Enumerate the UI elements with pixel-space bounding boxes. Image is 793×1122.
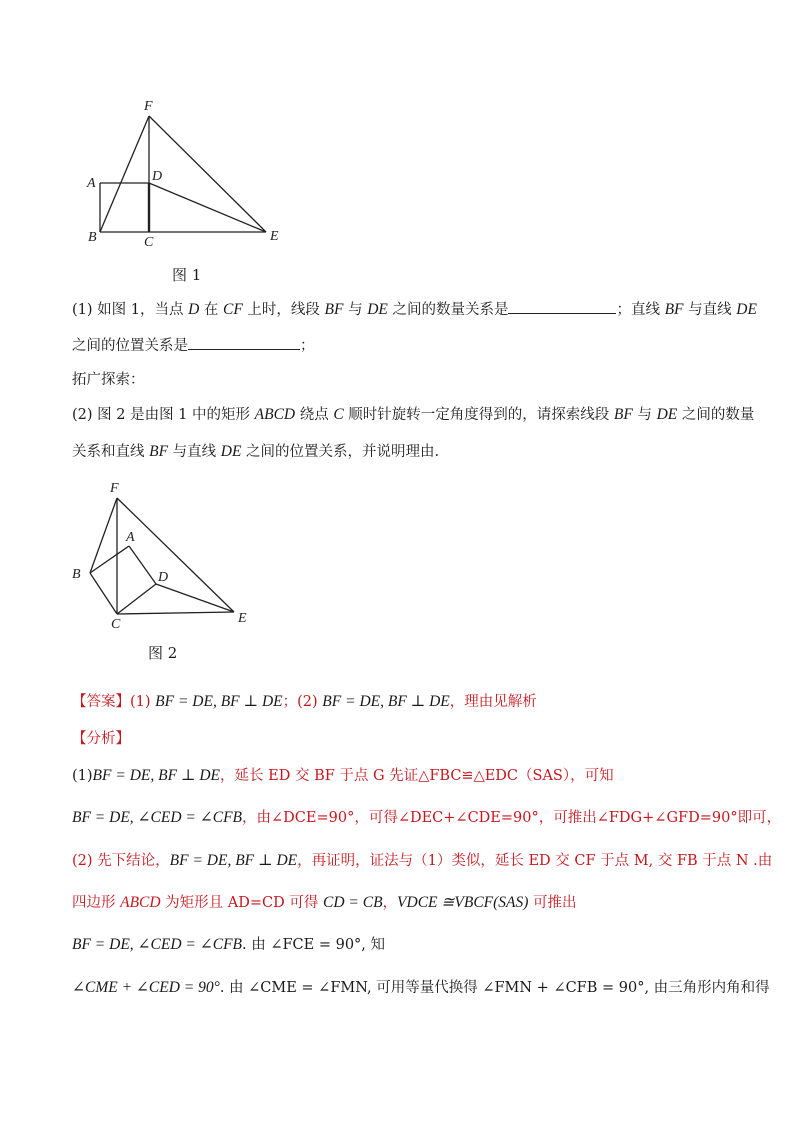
label-b: B <box>88 230 97 245</box>
label-a: A <box>126 530 135 545</box>
figure-1-diagram <box>80 90 300 250</box>
analysis-line-4: 四边形 ABCD 为矩形且 AD=CD 可得 CD = CB，VDCE ≅VBCF(SAS) 可推出 <box>72 894 577 911</box>
question-2-line-2: 关系和直线 BF 与直线 DE 之间的位置关系，并说明理由. <box>72 443 440 460</box>
answer-blank-2[interactable] <box>188 335 300 350</box>
figure-2-caption: 图 2 <box>148 644 178 662</box>
analysis-label: 【分析】 <box>72 731 130 747</box>
question-1-line-1: (1) 如图 1，当点 D 在 CF 上时，线段 BF 与 DE 之间的数量关系是 ；直线 BF 与直线 DE <box>72 301 757 318</box>
segment-dc <box>117 584 156 614</box>
segment-ad <box>129 546 156 584</box>
label-e: E <box>270 229 279 244</box>
label-e: E <box>238 611 247 626</box>
segment-de <box>156 584 234 612</box>
label-f: F <box>144 99 153 114</box>
label-a: A <box>87 176 96 191</box>
segment-fe <box>117 498 234 612</box>
segment-ba <box>90 546 129 573</box>
question-2-line-1: (2) 图 2 是由图 1 中的矩形 ABCD 绕点 C 顺时针旋转一定角度得到的，请探索线段 BF 与 DE 之间的数量 <box>72 406 755 423</box>
label-d: D <box>158 570 169 585</box>
answer-label: 【答案】 <box>72 694 130 710</box>
segment-fb <box>90 498 117 573</box>
segment-de <box>149 183 266 232</box>
label-f: F <box>110 481 119 496</box>
label-b: B <box>72 567 81 582</box>
analysis-line-1: (1)BF = DE, BF ⊥ DE，延长 ED 交 BF 于点 G 先证△FBC≌△EDC（SAS），可知 <box>72 767 614 784</box>
label-d: D <box>152 169 163 184</box>
label-c: C <box>111 617 121 632</box>
extend-title: 拓广探索： <box>72 372 145 388</box>
answer-line: 【答案】(1) BF = DE, BF ⊥ DE；(2) BF = DE, BF ⊥ DE，理由见解析 <box>72 693 537 710</box>
segment-bc <box>90 573 117 614</box>
analysis-line-5: BF = DE, ∠CED = ∠CFB. 由 ∠FCE = 90°, 知 <box>72 936 386 953</box>
analysis-line-2: BF = DE, ∠CED = ∠CFB，由∠DCE=90°，可得∠DEC+∠CDE=90°，可推出∠FDG+∠GFD=90°即可， <box>72 809 782 826</box>
segment-fe <box>149 116 266 232</box>
figure-1-caption: 图 1 <box>172 266 202 284</box>
question-1-line-2: 之间的位置关系是 ； <box>72 334 315 355</box>
answer-blank-1[interactable] <box>508 299 616 314</box>
label-c: C <box>144 235 154 250</box>
figure-2-diagram <box>66 474 266 634</box>
segment-fb <box>100 116 149 232</box>
analysis-line-3: (2) 先下结论，BF = DE, BF ⊥ DE，再证明，证法与（1）类似，延长 ED 交 CF 于点 M, 交 FB 于点 N .由 <box>72 852 773 869</box>
analysis-line-6: ∠CME + ∠CED = 90°. 由 ∠CME = ∠FMN, 可用等量代换得 ∠FMN + ∠CFB = 90°, 由三角形内角和得 <box>72 979 770 996</box>
segment-ce <box>117 612 234 614</box>
